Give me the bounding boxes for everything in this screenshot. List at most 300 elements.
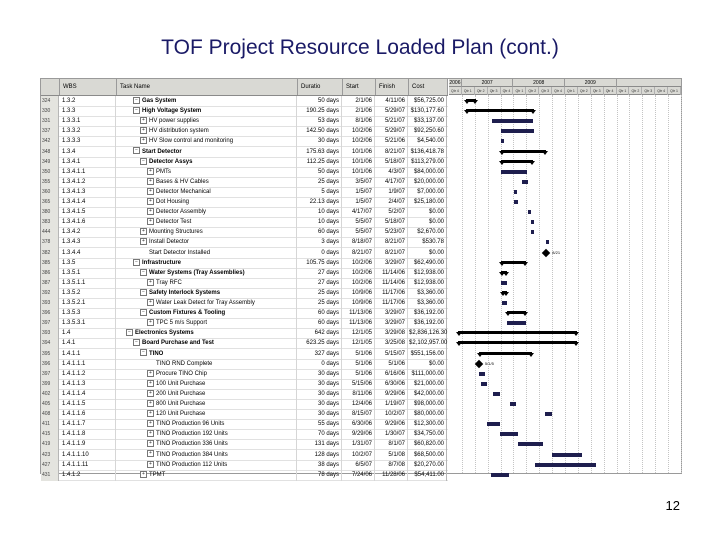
cost-cell[interactable]: $0.00 (409, 207, 447, 218)
expand-icon[interactable]: + (140, 471, 147, 478)
duration-cell[interactable]: 30 days (298, 369, 342, 380)
start-cell[interactable]: 5/15/06 (343, 379, 375, 390)
row-id-cell[interactable]: 402 (41, 389, 59, 400)
duration-cell[interactable]: 142.50 days (298, 126, 342, 137)
cost-cell[interactable]: $4,540.00 (409, 136, 447, 147)
start-cell[interactable]: 6/5/07 (343, 460, 375, 471)
task-bar[interactable] (528, 210, 531, 214)
cost-cell[interactable]: $530.78 (409, 237, 447, 248)
expand-icon[interactable]: + (140, 238, 147, 245)
duration-cell[interactable]: 30 days (298, 399, 342, 410)
wbs-cell[interactable]: 1.3.4 (60, 147, 116, 158)
cost-cell[interactable]: $68,500.00 (409, 450, 447, 461)
cost-cell[interactable]: $3,360.00 (409, 298, 447, 309)
wbs-cell[interactable]: 1.3.4.3 (60, 237, 116, 248)
finish-cell[interactable]: 8/21/07 (376, 237, 408, 248)
row-id-cell[interactable]: 427 (41, 460, 59, 471)
duration-cell[interactable]: 131 days (298, 439, 342, 450)
start-cell[interactable]: 10/2/06 (343, 126, 375, 137)
duration-cell[interactable]: 10 days (298, 207, 342, 218)
milestone-marker[interactable] (475, 359, 483, 367)
task-bar[interactable] (487, 422, 500, 426)
duration-cell[interactable]: 22.13 days (298, 197, 342, 208)
wbs-cell[interactable]: 1.4.1.1 (60, 349, 116, 360)
wbs-cell[interactable]: 1.3.2 (60, 96, 116, 107)
cost-cell[interactable]: $36,192.00 (409, 318, 447, 329)
expand-icon[interactable]: + (147, 450, 154, 457)
finish-cell[interactable]: 5/29/07 (376, 126, 408, 137)
row-id-cell[interactable]: 431 (41, 470, 59, 481)
start-cell[interactable]: 10/1/06 (343, 147, 375, 158)
cost-cell[interactable]: $130,177.60 (409, 106, 447, 117)
expand-icon[interactable]: + (147, 319, 154, 326)
cost-cell[interactable]: $111,000.00 (409, 369, 447, 380)
table-row[interactable] (41, 470, 448, 481)
duration-cell[interactable]: 3 days (298, 237, 342, 248)
task-bar[interactable] (481, 382, 487, 386)
cost-cell[interactable]: $20,270.00 (409, 460, 447, 471)
start-cell[interactable]: 2/1/06 (343, 96, 375, 107)
finish-cell[interactable]: 5/21/07 (376, 116, 408, 127)
row-id-cell[interactable]: 408 (41, 409, 59, 420)
wbs-cell[interactable]: 1.3.4.1.6 (60, 217, 116, 228)
wbs-cell[interactable]: 1.4.1.1.8 (60, 429, 116, 440)
duration-cell[interactable]: 112.25 days (298, 157, 342, 168)
row-id-cell[interactable]: 399 (41, 379, 59, 390)
start-cell[interactable]: 8/1/06 (343, 116, 375, 127)
finish-cell[interactable]: 4/3/07 (376, 167, 408, 178)
cost-cell[interactable]: $551,156.00 (409, 349, 447, 360)
expand-icon[interactable]: + (147, 461, 154, 468)
expand-icon[interactable]: + (147, 390, 154, 397)
wbs-cell[interactable]: 1.3.4.1.1 (60, 167, 116, 178)
cost-cell[interactable]: $2,102,957.00 (409, 338, 447, 349)
task-bar[interactable] (545, 412, 552, 416)
duration-cell[interactable]: 60 days (298, 318, 342, 329)
task-bar[interactable] (491, 473, 509, 477)
expand-icon[interactable]: + (147, 299, 154, 306)
cost-cell[interactable]: $12,300.00 (409, 419, 447, 430)
expand-icon[interactable]: + (147, 430, 154, 437)
wbs-cell[interactable]: 1.3.4.1.2 (60, 177, 116, 188)
finish-cell[interactable]: 5/2/07 (376, 207, 408, 218)
task-bar[interactable] (531, 230, 534, 234)
row-id-cell[interactable]: 355 (41, 177, 59, 188)
finish-cell[interactable]: 3/29/07 (376, 258, 408, 269)
wbs-cell[interactable]: 1.4.1.1.6 (60, 409, 116, 420)
cost-cell[interactable]: $2,836,126.30 (409, 328, 447, 339)
expand-icon[interactable]: + (147, 400, 154, 407)
task-bar[interactable] (501, 281, 507, 285)
wbs-column-header[interactable]: WBS (60, 79, 117, 95)
expand-icon[interactable]: + (140, 127, 147, 134)
row-id-cell[interactable]: 383 (41, 217, 59, 228)
row-id-cell[interactable]: 330 (41, 106, 59, 117)
finish-cell[interactable]: 3/29/08 (376, 328, 408, 339)
task-bar[interactable] (514, 190, 517, 194)
task-bar[interactable] (518, 442, 544, 446)
finish-cell[interactable]: 5/1/06 (376, 359, 408, 370)
finish-cell[interactable]: 1/9/07 (376, 187, 408, 198)
expand-icon[interactable]: + (147, 420, 154, 427)
finish-cell[interactable]: 2/4/07 (376, 197, 408, 208)
cost-cell[interactable]: $136,418.78 (409, 147, 447, 158)
expand-icon[interactable]: + (147, 380, 154, 387)
finish-cell[interactable]: 3/29/07 (376, 318, 408, 329)
collapse-icon[interactable]: − (140, 158, 147, 165)
wbs-cell[interactable]: 1.3.4.1.4 (60, 197, 116, 208)
finish-cell[interactable]: 1/19/07 (376, 399, 408, 410)
expand-icon[interactable]: + (147, 440, 154, 447)
duration-cell[interactable]: 327 days (298, 349, 342, 360)
expand-icon[interactable]: + (147, 168, 154, 175)
duration-cell[interactable]: 27 days (298, 278, 342, 289)
task-name-column-header[interactable]: Task Name (117, 79, 298, 95)
wbs-cell[interactable]: 1.3.5.1 (60, 268, 116, 279)
cost-cell[interactable]: $0.00 (409, 248, 447, 259)
duration-cell[interactable]: 53 days (298, 116, 342, 127)
start-cell[interactable]: 7/24/06 (343, 470, 375, 481)
wbs-cell[interactable]: 1.3.5.1.1 (60, 278, 116, 289)
duration-cell[interactable]: 50 days (298, 96, 342, 107)
duration-cell[interactable]: 105.75 days (298, 258, 342, 269)
cost-cell[interactable]: $36,192.00 (409, 308, 447, 319)
duration-cell[interactable]: 27 days (298, 268, 342, 279)
wbs-cell[interactable]: 1.4.1.1.5 (60, 399, 116, 410)
expand-icon[interactable]: + (140, 117, 147, 124)
cost-cell[interactable]: $21,000.00 (409, 379, 447, 390)
cost-cell[interactable]: $80,000.00 (409, 409, 447, 420)
wbs-cell[interactable]: 1.4.1.1.7 (60, 419, 116, 430)
finish-cell[interactable]: 11/14/06 (376, 278, 408, 289)
row-id-cell[interactable]: 382 (41, 248, 59, 259)
cost-cell[interactable]: $92,250.60 (409, 126, 447, 137)
finish-cell[interactable]: 1/30/07 (376, 429, 408, 440)
wbs-cell[interactable]: 1.4.1.1.10 (60, 450, 116, 461)
cost-cell[interactable]: $62,490.00 (409, 258, 447, 269)
collapse-icon[interactable]: − (126, 329, 133, 336)
duration-cell[interactable]: 60 days (298, 308, 342, 319)
duration-cell[interactable]: 623.25 days (298, 338, 342, 349)
duration-cell[interactable]: 50 days (298, 167, 342, 178)
finish-cell[interactable]: 8/21/07 (376, 248, 408, 259)
finish-cell[interactable]: 5/21/06 (376, 136, 408, 147)
finish-cell[interactable]: 5/23/07 (376, 227, 408, 238)
duration-column-header[interactable]: Duratio (298, 79, 343, 95)
row-id-cell[interactable]: 348 (41, 147, 59, 158)
finish-cell[interactable]: 6/30/06 (376, 379, 408, 390)
finish-cell[interactable]: 5/29/07 (376, 106, 408, 117)
task-bar[interactable] (500, 432, 517, 436)
duration-cell[interactable]: 0 days (298, 248, 342, 259)
start-cell[interactable]: 10/9/06 (343, 298, 375, 309)
task-bar[interactable] (522, 180, 528, 184)
cost-cell[interactable]: $34,750.00 (409, 429, 447, 440)
duration-cell[interactable]: 60 days (298, 227, 342, 238)
start-cell[interactable]: 1/5/07 (343, 197, 375, 208)
cost-cell[interactable]: $3,360.00 (409, 288, 447, 299)
summary-bar[interactable] (501, 160, 533, 163)
cost-cell[interactable]: $7,000.00 (409, 187, 447, 198)
wbs-cell[interactable]: 1.3.5.2.1 (60, 298, 116, 309)
task-name-cell[interactable] (117, 470, 297, 481)
row-id-cell[interactable]: 337 (41, 126, 59, 137)
start-cell[interactable]: 11/13/06 (343, 308, 375, 319)
row-id-cell[interactable]: 405 (41, 399, 59, 410)
wbs-cell[interactable]: 1.3.5.3 (60, 308, 116, 319)
start-column-header[interactable]: Start (343, 79, 376, 95)
wbs-cell[interactable]: 1.3.5.3.1 (60, 318, 116, 329)
row-id-cell[interactable]: 392 (41, 288, 59, 299)
start-cell[interactable]: 5/1/06 (343, 359, 375, 370)
task-bar[interactable] (514, 200, 518, 204)
task-bar[interactable] (546, 240, 549, 244)
start-cell[interactable]: 8/11/06 (343, 389, 375, 400)
start-cell[interactable]: 6/30/06 (343, 419, 375, 430)
summary-bar[interactable] (502, 291, 508, 294)
expand-icon[interactable]: + (140, 228, 147, 235)
expand-icon[interactable]: + (147, 370, 154, 377)
row-id-cell[interactable]: 380 (41, 207, 59, 218)
row-id-cell[interactable]: 396 (41, 308, 59, 319)
start-cell[interactable]: 5/5/07 (343, 227, 375, 238)
duration-cell[interactable]: 175.63 days (298, 147, 342, 158)
task-bar[interactable] (535, 463, 596, 467)
wbs-cell[interactable]: 1.3.3 (60, 106, 116, 117)
wbs-cell[interactable]: 1.4.1 (60, 338, 116, 349)
summary-bar[interactable] (501, 261, 526, 264)
start-cell[interactable]: 1/31/07 (343, 439, 375, 450)
finish-cell[interactable]: 8/7/08 (376, 460, 408, 471)
wbs-cell[interactable]: 1.4.1.1.2 (60, 369, 116, 380)
duration-cell[interactable]: 78 days (298, 470, 342, 481)
finish-cell[interactable]: 8/1/07 (376, 439, 408, 450)
wbs-cell[interactable]: 1.4.1.1.4 (60, 389, 116, 400)
row-id-cell[interactable]: 397 (41, 369, 59, 380)
milestone-marker[interactable] (542, 248, 550, 256)
summary-bar[interactable] (507, 311, 526, 314)
cost-cell[interactable]: $56,725.00 (409, 96, 447, 107)
row-id-cell[interactable]: 386 (41, 268, 59, 279)
task-bar[interactable] (510, 402, 516, 406)
duration-cell[interactable]: 190.25 days (298, 106, 342, 117)
duration-cell[interactable]: 0 days (298, 359, 342, 370)
expand-icon[interactable]: + (147, 198, 154, 205)
cost-cell[interactable]: $20,000.00 (409, 177, 447, 188)
expand-icon[interactable]: + (147, 279, 154, 286)
wbs-cell[interactable]: 1.3.3.3 (60, 136, 116, 147)
duration-cell[interactable]: 25 days (298, 177, 342, 188)
finish-cell[interactable]: 8/21/07 (376, 147, 408, 158)
task-bar[interactable] (492, 119, 533, 123)
task-bar[interactable] (493, 392, 500, 396)
finish-cell[interactable]: 4/17/07 (376, 177, 408, 188)
start-cell[interactable]: 8/18/07 (343, 237, 375, 248)
start-cell[interactable]: 10/2/06 (343, 136, 375, 147)
start-cell[interactable]: 10/2/06 (343, 278, 375, 289)
start-cell[interactable]: 12/1/05 (343, 338, 375, 349)
wbs-cell[interactable]: 1.4.1.1.9 (60, 439, 116, 450)
collapse-icon[interactable]: − (133, 97, 140, 104)
collapse-icon[interactable]: − (133, 107, 140, 114)
duration-cell[interactable]: 70 days (298, 429, 342, 440)
start-cell[interactable]: 10/2/06 (343, 268, 375, 279)
duration-cell[interactable]: 642 days (298, 328, 342, 339)
row-id-cell[interactable]: 393 (41, 298, 59, 309)
finish-cell[interactable]: 9/29/06 (376, 389, 408, 400)
cost-cell[interactable]: $60,820.00 (409, 439, 447, 450)
collapse-icon[interactable]: − (140, 349, 147, 356)
expand-icon[interactable]: + (147, 410, 154, 417)
finish-cell[interactable]: 5/18/07 (376, 157, 408, 168)
row-id-cell[interactable]: 411 (41, 419, 59, 430)
wbs-cell[interactable]: 1.3.5 (60, 258, 116, 269)
summary-bar[interactable] (458, 331, 578, 334)
task-bar[interactable] (531, 220, 534, 224)
wbs-cell[interactable]: 1.4.1.1.11 (60, 460, 116, 471)
start-cell[interactable]: 10/1/06 (343, 167, 375, 178)
row-id-cell[interactable]: 350 (41, 167, 59, 178)
start-cell[interactable]: 1/5/07 (343, 187, 375, 198)
duration-cell[interactable]: 5 days (298, 187, 342, 198)
row-id-cell[interactable]: 378 (41, 237, 59, 248)
cost-cell[interactable]: $84,000.00 (409, 167, 447, 178)
start-cell[interactable]: 8/15/07 (343, 409, 375, 420)
collapse-icon[interactable]: − (133, 339, 140, 346)
wbs-cell[interactable]: 1.3.4.1 (60, 157, 116, 168)
row-id-cell[interactable]: 423 (41, 450, 59, 461)
start-cell[interactable]: 12/4/06 (343, 399, 375, 410)
duration-cell[interactable]: 30 days (298, 389, 342, 400)
start-cell[interactable]: 9/29/06 (343, 429, 375, 440)
duration-cell[interactable]: 25 days (298, 288, 342, 299)
wbs-cell[interactable]: 1.3.4.1.3 (60, 187, 116, 198)
start-cell[interactable]: 11/13/06 (343, 318, 375, 329)
expand-icon[interactable]: + (147, 208, 154, 215)
cost-cell[interactable]: $2,670.00 (409, 227, 447, 238)
duration-cell[interactable]: 30 days (298, 136, 342, 147)
start-cell[interactable]: 10/2/07 (343, 450, 375, 461)
task-bar[interactable] (501, 129, 535, 133)
finish-cell[interactable]: 9/29/06 (376, 419, 408, 430)
duration-cell[interactable]: 30 days (298, 409, 342, 420)
collapse-icon[interactable]: − (133, 147, 140, 154)
wbs-cell[interactable]: 1.4.1.1.3 (60, 379, 116, 390)
row-id-cell[interactable]: 419 (41, 439, 59, 450)
start-cell[interactable]: 4/17/07 (343, 207, 375, 218)
wbs-cell[interactable]: 1.3.5.2 (60, 288, 116, 299)
task-bar[interactable] (507, 321, 526, 325)
task-bar[interactable] (501, 170, 527, 174)
summary-bar[interactable] (466, 99, 476, 102)
row-id-cell[interactable]: 393 (41, 328, 59, 339)
start-cell[interactable]: 5/5/07 (343, 217, 375, 228)
duration-cell[interactable]: 128 days (298, 450, 342, 461)
wbs-cell[interactable]: 1.3.4.1.5 (60, 207, 116, 218)
summary-bar[interactable] (501, 271, 507, 274)
start-cell[interactable]: 5/1/06 (343, 349, 375, 360)
cost-cell[interactable]: $12,938.00 (409, 278, 447, 289)
start-cell[interactable]: 2/1/06 (343, 106, 375, 117)
duration-cell[interactable]: 55 days (298, 419, 342, 430)
expand-icon[interactable]: + (147, 178, 154, 185)
cost-cell[interactable]: $25,180.00 (409, 197, 447, 208)
task-bar[interactable] (501, 139, 504, 143)
wbs-cell[interactable]: 1.3.4.4 (60, 248, 116, 259)
row-id-cell[interactable]: 444 (41, 227, 59, 238)
start-cell[interactable]: 8/21/07 (343, 248, 375, 259)
wbs-cell[interactable]: 1.4 (60, 328, 116, 339)
start-cell[interactable]: 10/1/06 (343, 157, 375, 168)
row-id-cell[interactable]: 394 (41, 338, 59, 349)
wbs-cell[interactable]: 1.3.3.2 (60, 126, 116, 137)
cost-cell[interactable]: $0.00 (409, 359, 447, 370)
duration-cell[interactable]: 25 days (298, 298, 342, 309)
start-cell[interactable]: 3/5/07 (343, 177, 375, 188)
finish-cell[interactable]: 6/16/06 (376, 369, 408, 380)
expand-icon[interactable]: + (140, 137, 147, 144)
task-bar[interactable] (552, 453, 582, 457)
expand-icon[interactable]: + (147, 188, 154, 195)
cost-cell[interactable]: $33,137.00 (409, 116, 447, 127)
finish-cell[interactable]: 11/17/06 (376, 298, 408, 309)
wbs-cell[interactable]: 1.4.1.1.1 (60, 359, 116, 370)
finish-cell[interactable]: 3/25/08 (376, 338, 408, 349)
finish-cell[interactable]: 4/11/06 (376, 96, 408, 107)
start-cell[interactable]: 12/1/05 (343, 328, 375, 339)
collapse-icon[interactable]: − (140, 289, 147, 296)
wbs-cell[interactable]: 1.3.3.1 (60, 116, 116, 127)
start-cell[interactable]: 5/1/06 (343, 369, 375, 380)
cost-cell[interactable]: $0.00 (409, 217, 447, 228)
finish-cell[interactable]: 11/17/06 (376, 288, 408, 299)
finish-cell[interactable]: 3/29/07 (376, 308, 408, 319)
cost-cell[interactable]: $98,000.00 (409, 399, 447, 410)
row-id-cell[interactable]: 387 (41, 278, 59, 289)
summary-bar[interactable] (479, 352, 533, 355)
summary-bar[interactable] (458, 341, 577, 344)
duration-cell[interactable]: 38 days (298, 460, 342, 471)
finish-cell[interactable]: 5/15/07 (376, 349, 408, 360)
summary-bar[interactable] (501, 150, 547, 153)
finish-cell[interactable]: 11/14/06 (376, 268, 408, 279)
cost-cell[interactable]: $54,411.00 (409, 470, 447, 481)
task-bar[interactable] (502, 301, 508, 305)
collapse-icon[interactable]: − (133, 259, 140, 266)
start-cell[interactable]: 10/2/06 (343, 258, 375, 269)
row-id-cell[interactable]: 324 (41, 96, 59, 107)
duration-cell[interactable]: 10 days (298, 217, 342, 228)
finish-column-header[interactable]: Finish (376, 79, 409, 95)
row-id-cell[interactable]: 349 (41, 157, 59, 168)
cost-cell[interactable]: $113,279.00 (409, 157, 447, 168)
row-id-cell[interactable]: 415 (41, 429, 59, 440)
row-id-cell[interactable]: 342 (41, 136, 59, 147)
summary-bar[interactable] (466, 109, 534, 112)
collapse-icon[interactable]: − (140, 309, 147, 316)
row-id-cell[interactable]: 395 (41, 349, 59, 360)
wbs-cell[interactable]: 1.3.4.2 (60, 227, 116, 238)
row-id-cell[interactable]: 396 (41, 359, 59, 370)
wbs-cell[interactable]: 1.4.1.2 (60, 470, 116, 481)
cost-column-header[interactable]: Cost (409, 79, 448, 95)
expand-icon[interactable]: + (147, 218, 154, 225)
collapse-icon[interactable]: − (140, 269, 147, 276)
cost-cell[interactable]: $12,938.00 (409, 268, 447, 279)
cost-cell[interactable]: $42,000.00 (409, 389, 447, 400)
finish-cell[interactable]: 10/2/07 (376, 409, 408, 420)
duration-cell[interactable]: 30 days (298, 379, 342, 390)
